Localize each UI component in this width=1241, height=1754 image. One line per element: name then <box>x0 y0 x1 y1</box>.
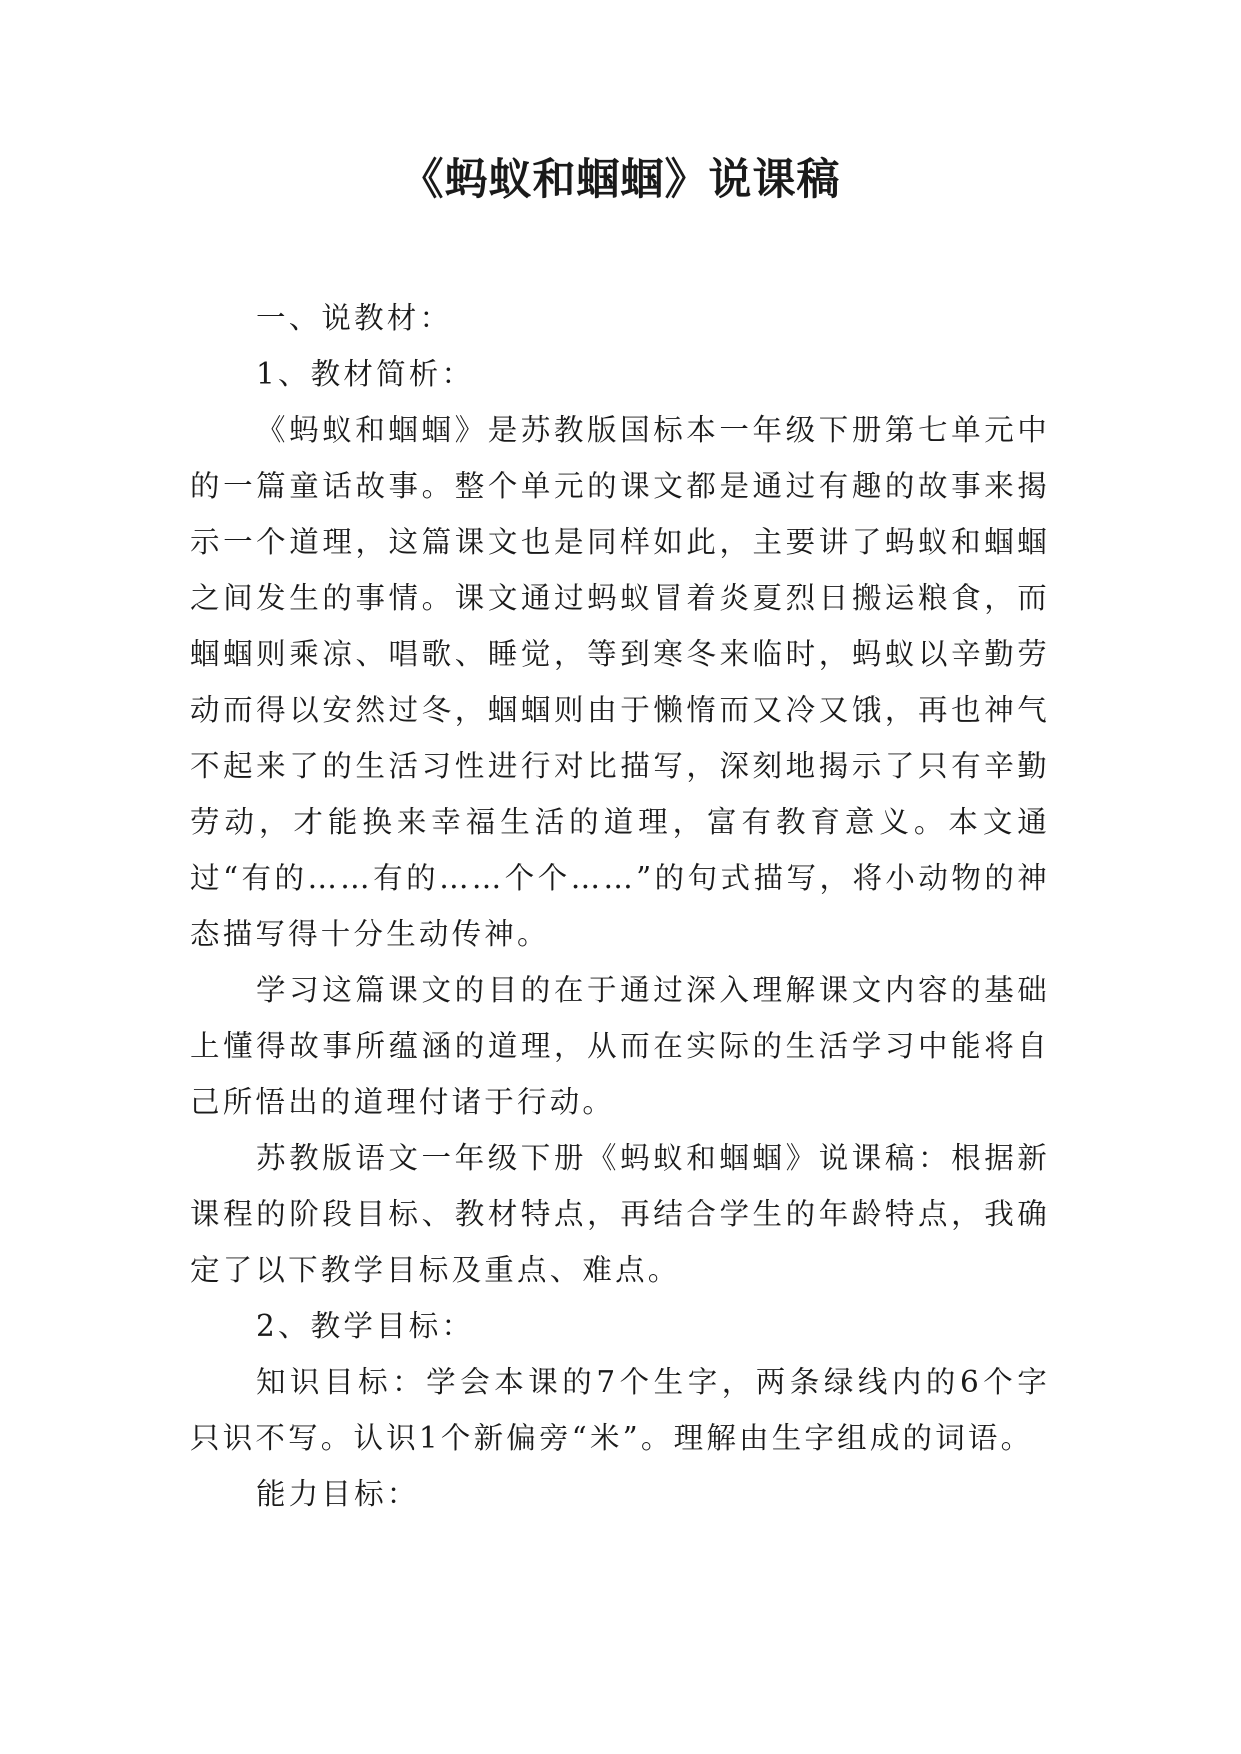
subheading-textbook-analysis: 1、教材简析： <box>256 357 475 391</box>
paragraph-ability-objective: 能力目标： <box>256 1477 420 1511</box>
document-body <box>190 290 1050 1522</box>
section-heading-textbook: 一、说教材： <box>256 301 453 335</box>
paragraph-knowledge-objective: 知识目标：学会本课的7个生字，两条绿线内的6个字只识不写。认识1个新偏旁“米”。理解由生字组成的词语。 <box>190 1365 1050 1455</box>
subheading-teaching-objectives: 2、教学目标： <box>256 1309 475 1343</box>
paragraph-objectives-intro: 苏教版语文一年级下册《蚂蚁和蝈蝈》说课稿：根据新课程的阶段目标、教材特点，再结合学生的年龄特点，我确定了以下教学目标及重点、难点。 <box>190 1141 1050 1287</box>
paragraph-learning-purpose: 学习这篇课文的目的在于通过深入理解课文内容的基础上懂得故事所蕴涵的道理，从而在实际的生活学习中能将自己所悟出的道理付诸于行动。 <box>190 973 1050 1119</box>
paragraph-textbook-analysis: 《蚂蚁和蝈蝈》是苏教版国标本一年级下册第七单元中的一篇童话故事。整个单元的课文都是通过有趣的故事来揭示一个道理，这篇课文也是同样如此，主要讲了蚂蚁和蝈蝈之间发生的事情。课文通过蚂蚁冒着炎夏烈日搬运粮食，而蝈蝈则乘凉、唱歌、睡觉，等到寒冬来临时，蚂蚁以辛勤劳动而得以安然过冬，蝈蝈则由于懒惰而又冷又饿，再也神气不起来了的生活习性进行对比描写，深刻地揭示了只有辛勤劳动，才能换来幸福生活的道理，富有教育意义。本文通过“有的……有的……个个……”的句式描写，将小动物的神态描写得十分生动传神。 <box>190 413 1050 951</box>
document-title: 《蚂蚁和蝈蝈》说课稿 <box>400 155 841 205</box>
